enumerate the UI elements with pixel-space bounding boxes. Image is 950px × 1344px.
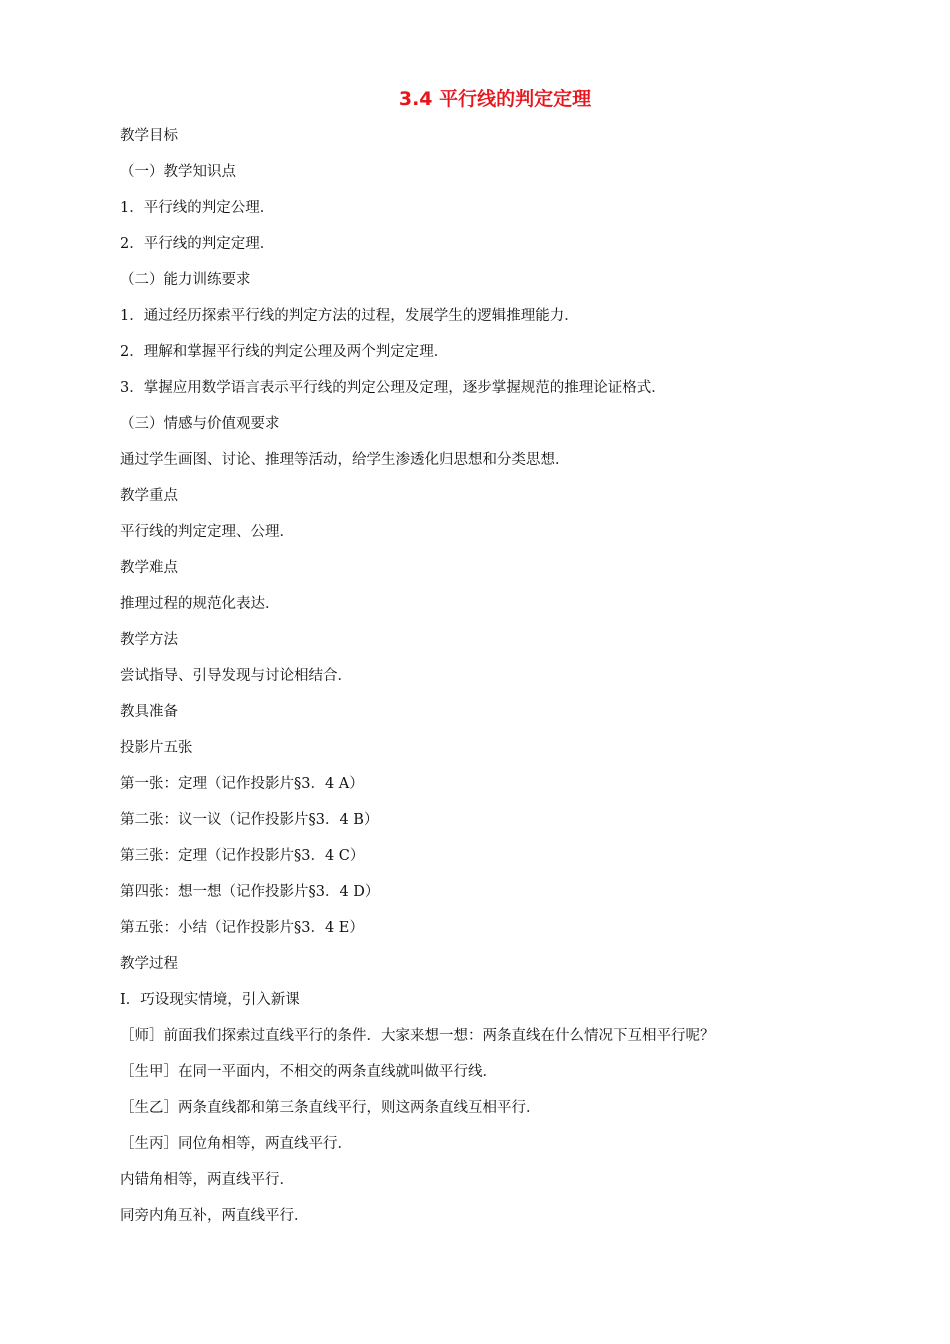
text-line: 第一张：定理（记作投影片§3．4 A） (120, 776, 364, 792)
text-line: 教学过程 (120, 956, 178, 972)
text-line: 1．通过经历探索平行线的判定方法的过程，发展学生的逻辑推理能力． (120, 308, 579, 324)
text-line: 教学方法 (120, 632, 178, 648)
text-line: 第四张：想一想（记作投影片§3．4 D） (120, 884, 380, 900)
text-line: 通过学生画图、讨论、推理等活动，给学生渗透化归思想和分类思想． (120, 452, 570, 468)
text-line: ［生乙］两条直线都和第三条直线平行，则这两条直线互相平行． (120, 1100, 541, 1116)
text-line: （二）能力训练要求 (120, 272, 251, 288)
text-line: 同旁内角互补，两直线平行． (120, 1208, 309, 1224)
text-line: （一）教学知识点 (120, 164, 236, 180)
text-line: 2．理解和掌握平行线的判定公理及两个判定定理． (120, 344, 449, 360)
text-line: 2．平行线的判定定理． (120, 236, 275, 252)
text-line: 第二张：议一议（记作投影片§3．4 B） (120, 812, 379, 828)
text-line: 第五张：小结（记作投影片§3．4 E） (120, 920, 364, 936)
document-body (120, 124, 880, 1240)
text-line: 教学难点 (120, 560, 178, 576)
text-line: 教学目标 (120, 128, 178, 144)
text-line: ［师］前面我们探索过直线平行的条件．大家来想一想：两条直线在什么情况下互相平行呢？ (120, 1028, 715, 1044)
text-line: 教学重点 (120, 488, 178, 504)
text-line: （三）情感与价值观要求 (120, 416, 280, 432)
text-line: 投影片五张 (120, 740, 193, 756)
text-line: 第三张：定理（记作投影片§3．4 C） (120, 848, 365, 864)
document-title: 3.4 平行线的判定定理 (398, 88, 592, 110)
text-line: 1．平行线的判定公理． (120, 200, 275, 216)
text-line: ［生甲］在同一平面内，不相交的两条直线就叫做平行线． (120, 1064, 497, 1080)
text-line: 平行线的判定定理、公理． (120, 524, 294, 540)
text-line: 推理过程的规范化表达． (120, 596, 280, 612)
text-line: 内错角相等，两直线平行． (120, 1172, 294, 1188)
text-line: ［生丙］同位角相等，两直线平行． (120, 1136, 352, 1152)
text-line: 教具准备 (120, 704, 178, 720)
text-line: 尝试指导、引导发现与讨论相结合． (120, 668, 352, 684)
text-line: Ⅰ．巧设现实情境，引入新课 (120, 992, 300, 1008)
text-line: 3．掌握应用数学语言表示平行线的判定公理及定理，逐步掌握规范的推理论证格式． (120, 380, 666, 396)
